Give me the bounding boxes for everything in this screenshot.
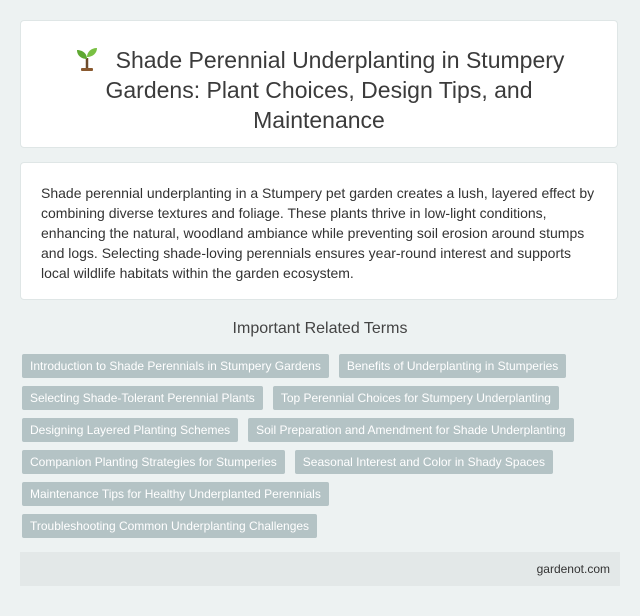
related-term-tag[interactable]: Top Perennial Choices for Stumpery Underplanting	[273, 386, 559, 410]
related-term-tag[interactable]: Selecting Shade-Tolerant Perennial Plants	[22, 386, 263, 410]
related-term-tag[interactable]: Troubleshooting Common Underplanting Challenges	[22, 514, 317, 538]
related-terms-heading: Important Related Terms	[232, 320, 408, 337]
related-term-tag[interactable]: Maintenance Tips for Healthy Underplanted Perennials	[22, 482, 329, 506]
related-term-tag[interactable]: Soil Preparation and Amendment for Shade Underplanting	[248, 418, 574, 442]
sprout-icon	[74, 47, 100, 71]
related-term-tag[interactable]: Benefits of Underplanting in Stumperies	[339, 354, 566, 378]
footer	[20, 552, 620, 586]
related-terms-list	[22, 354, 602, 538]
footer-site[interactable]: gardenot.com	[536, 562, 610, 576]
intro-paragraph: Shade perennial underplanting in a Stumpery pet garden creates a lush, layered effect by combining diverse textures and foliage. These plants thrive in low-light conditions, enhancing the natural, woodland ambiance while preventing soil erosion around stumps and logs. Selecting shade-loving perennials ensures year-round interest and supports local wildlife habitats within the garden ecosystem.	[41, 185, 595, 281]
page-title	[21, 21, 617, 135]
related-term-tag[interactable]: Introduction to Shade Perennials in Stumpery Gardens	[22, 354, 329, 378]
intro-card	[20, 162, 618, 300]
related-term-tag[interactable]: Designing Layered Planting Schemes	[22, 418, 238, 442]
header-card	[20, 20, 618, 148]
page-title-text: Shade Perennial Underplanting in Stumpery Gardens: Plant Choices, Design Tips, and Maintenance	[105, 47, 565, 133]
related-term-tag[interactable]: Seasonal Interest and Color in Shady Spaces	[295, 450, 553, 474]
related-term-tag[interactable]: Companion Planting Strategies for Stumperies	[22, 450, 285, 474]
